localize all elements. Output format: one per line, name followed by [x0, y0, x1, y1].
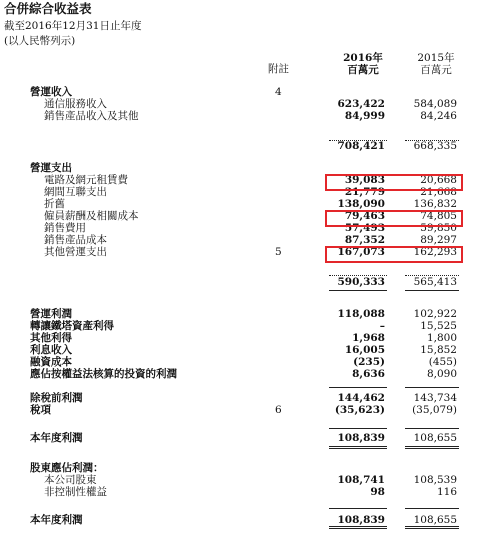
- row-label: 銷售費用: [44, 222, 86, 234]
- row-label: 營運支出: [30, 162, 72, 174]
- value-2015: 74,805: [420, 210, 457, 222]
- value-2016: 79,463: [344, 210, 385, 222]
- year-profit-rule-2016: [329, 446, 387, 449]
- row-label: 非控制性權益: [44, 486, 107, 498]
- value-2016: 138,090: [337, 198, 385, 210]
- row-label: 其他營運支出: [44, 246, 107, 258]
- highlight-other-opex: [325, 246, 463, 263]
- final-rule-2016: [329, 526, 387, 529]
- row-label: 電路及網元租賃費: [44, 174, 128, 186]
- profit-rule-2016: [329, 387, 387, 388]
- value-2016: 118,088: [337, 308, 385, 320]
- attrib-rule-2015: [405, 508, 459, 509]
- value-2016: 98: [370, 486, 385, 498]
- row-label: 僱員薪酬及相關成本: [44, 210, 139, 222]
- value-2016: 1,968: [352, 332, 385, 344]
- value-2016: 590,333: [337, 276, 385, 288]
- row-label: 本公司股東: [44, 474, 97, 486]
- value-2015: 162,293: [413, 246, 457, 258]
- value-2015: 89,297: [420, 234, 457, 246]
- value-2015: 108,655: [413, 432, 457, 444]
- value-2016: (35,623): [334, 404, 385, 416]
- col-2015-unit: 百萬元: [420, 64, 452, 76]
- value-2015: 84,246: [420, 110, 457, 122]
- highlight-personnel-costs: [325, 210, 463, 227]
- row-label: 本年度利潤: [30, 432, 83, 444]
- total-rule-2016: [329, 290, 387, 291]
- attrib-rule-2016: [329, 508, 387, 509]
- value-2015: 108,655: [413, 514, 457, 526]
- row-label: 通信服務收入: [44, 98, 107, 110]
- row-label: 本年度利潤: [30, 514, 83, 526]
- row-label: 銷售產品收入及其他: [44, 110, 139, 122]
- value-2016: 108,839: [337, 514, 385, 526]
- total-rule-2015: [405, 290, 459, 291]
- row-label: 利息收入: [30, 344, 72, 356]
- row-label: 網間互聯支出: [44, 186, 107, 198]
- row-note: 4: [275, 86, 282, 98]
- value-2016: 84,999: [344, 110, 385, 122]
- value-2015: (35,079): [412, 404, 457, 416]
- row-label: 稅項: [30, 404, 51, 416]
- col-2015-year: 2015年: [417, 52, 455, 64]
- value-2015: 20,668: [420, 174, 457, 186]
- row-note: 5: [275, 246, 282, 258]
- statement-title: 合併綜合收益表: [4, 1, 92, 16]
- statement-period: 截至2016年12月31日止年度: [4, 20, 142, 32]
- value-2016: 39,083: [344, 174, 385, 186]
- value-2016: 16,005: [344, 344, 385, 356]
- value-2015: 8,090: [426, 368, 457, 380]
- year-profit-rule-2015: [405, 446, 459, 449]
- profit-rule-2015: [405, 387, 459, 388]
- tax-rule-2015: [405, 428, 459, 429]
- value-2015: 143,734: [413, 392, 457, 404]
- note-column-header: 附註: [268, 63, 289, 75]
- row-label: 營運利潤: [30, 308, 72, 320]
- row-label: 其他利得: [30, 332, 72, 344]
- value-2016: 21,779: [344, 186, 385, 198]
- statement-currency: (以人民幣列示): [4, 35, 76, 47]
- value-2016: 8,636: [352, 368, 385, 380]
- value-2015: 21,668: [420, 186, 457, 198]
- subtotal-rule-2016: [329, 275, 387, 276]
- value-2016: 708,421: [337, 140, 385, 152]
- value-2015: (455): [428, 356, 457, 368]
- col-2016-year: 2016年: [343, 52, 383, 64]
- value-2015: 116: [436, 486, 457, 498]
- subtotal-rule-2015: [405, 140, 459, 141]
- subtotal-rule-2015: [405, 275, 459, 276]
- row-label: 除稅前利潤: [30, 392, 83, 404]
- value-2016: 108,839: [337, 432, 385, 444]
- value-2016: 57,493: [344, 222, 385, 234]
- tax-rule-2016: [329, 428, 387, 429]
- value-2016: 144,462: [337, 392, 385, 404]
- value-2015: 1,800: [426, 332, 457, 344]
- value-2015: 15,525: [420, 320, 457, 332]
- value-2016: 108,741: [337, 474, 385, 486]
- row-label: 折舊: [44, 198, 65, 210]
- value-2016: 87,352: [344, 234, 385, 246]
- row-note: 6: [275, 404, 282, 416]
- value-2016: 623,422: [337, 98, 385, 110]
- row-label: 融資成本: [30, 356, 72, 368]
- value-2015: 584,089: [413, 98, 457, 110]
- row-label: 轉讓鐵塔資產利得: [30, 320, 114, 332]
- value-2016: 167,073: [337, 246, 385, 258]
- row-label: 應佔按權益法核算的投資的利潤: [30, 368, 177, 380]
- row-label: 股東應佔利潤：: [30, 462, 104, 474]
- subtotal-rule-2016: [329, 140, 387, 141]
- highlight-leased-lines: [325, 174, 463, 191]
- value-2015: 59,850: [420, 222, 457, 234]
- value-2015: 668,335: [413, 140, 457, 152]
- final-rule-2015: [405, 526, 459, 529]
- row-label: 銷售產品成本: [44, 234, 107, 246]
- value-2015: 108,539: [413, 474, 457, 486]
- value-2015: 102,922: [413, 308, 457, 320]
- value-2015: 136,832: [413, 198, 457, 210]
- col-2016-unit: 百萬元: [347, 64, 379, 76]
- value-2016: –: [379, 320, 385, 332]
- value-2016: (235): [353, 356, 385, 368]
- value-2015: 565,413: [413, 276, 457, 288]
- value-2015: 15,852: [420, 344, 457, 356]
- row-label: 營運收入: [30, 86, 72, 98]
